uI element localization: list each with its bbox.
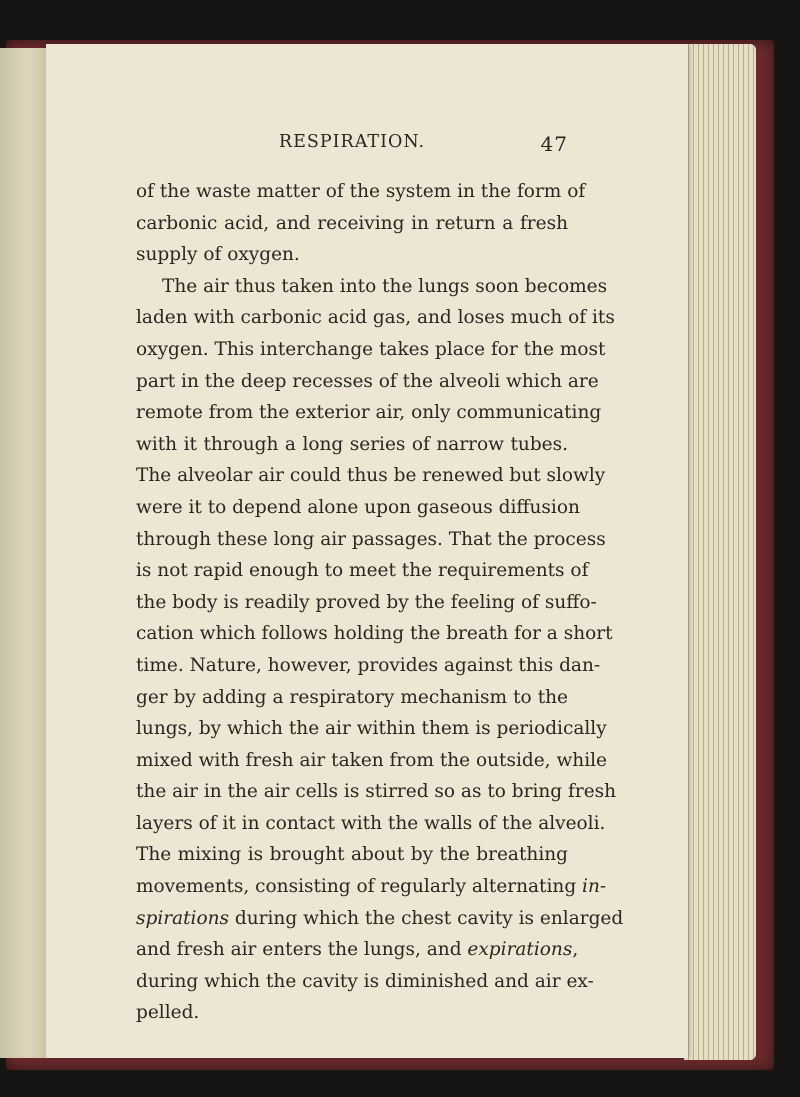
text-line xyxy=(136,997,568,1029)
text-segment: , xyxy=(572,939,579,961)
text-segment: through these long air passages. That the process xyxy=(136,528,606,550)
text-segment: The air thus taken into the lungs soon becomes xyxy=(162,275,608,297)
page-text-block xyxy=(136,132,624,1029)
text-line xyxy=(136,302,615,334)
text-segment: the air in the air cells is stirred so as to bring fresh xyxy=(136,781,617,803)
text-line xyxy=(136,397,602,429)
text-segment: part in the deep recesses of the alveoli which are xyxy=(136,370,599,392)
text-line xyxy=(136,618,613,650)
running-title: RESPIRATION. xyxy=(278,132,426,152)
text-line xyxy=(136,492,580,524)
page-number: 47 xyxy=(540,132,568,156)
text-segment: with it through a long series of narrow tubes. xyxy=(136,433,568,455)
text-segment: laden with carbonic acid gas, and loses much of its xyxy=(136,307,615,329)
text-line xyxy=(136,650,601,682)
text-segment: time. Nature, however, provides against this dan- xyxy=(136,654,601,676)
text-line xyxy=(136,208,568,240)
italic-term: expirations xyxy=(467,939,573,961)
text-line xyxy=(136,903,624,935)
text-line xyxy=(136,366,599,398)
text-segment: is not rapid enough to meet the requirements of xyxy=(136,560,589,582)
text-line xyxy=(136,808,606,840)
text-segment: carbonic acid, and receiving in return a fresh xyxy=(136,212,568,234)
text-segment: pelled. xyxy=(136,1002,200,1024)
italic-term: spirations xyxy=(136,907,230,929)
text-line xyxy=(136,587,597,619)
text-segment: layers of it in contact with the walls of the alveoli. xyxy=(136,812,606,834)
text-line xyxy=(136,555,589,587)
text-segment: during which the cavity is diminished and air ex- xyxy=(136,970,594,992)
text-line xyxy=(136,776,617,808)
text-segment: remote from the exterior air, only communicating xyxy=(136,402,602,424)
text-line xyxy=(136,524,606,556)
text-line xyxy=(136,839,568,871)
page-edges xyxy=(684,44,756,1060)
text-segment: supply of oxygen. xyxy=(136,244,300,266)
text-segment: ger by adding a respiratory mechanism to the xyxy=(136,686,568,708)
text-segment: oxygen. This interchange takes place for the most xyxy=(136,338,606,360)
text-line xyxy=(136,966,594,998)
body-paragraphs xyxy=(136,176,624,1029)
text-segment: movements, consisting of regularly alternating xyxy=(136,876,583,898)
text-line xyxy=(136,176,586,208)
facing-page-edge xyxy=(0,48,47,1058)
italic-term: in- xyxy=(582,876,607,898)
text-segment: were it to depend alone upon gaseous diffusion xyxy=(136,496,580,518)
text-line xyxy=(136,429,568,461)
text-segment: The mixing is brought about by the breathing xyxy=(136,844,568,866)
running-head xyxy=(136,132,568,162)
text-segment: lungs, by which the air within them is periodically xyxy=(136,718,607,740)
text-line xyxy=(136,934,579,966)
text-line xyxy=(136,334,606,366)
text-segment: The alveolar air could thus be renewed but slowly xyxy=(136,465,606,487)
text-segment: and fresh air enters the lungs, and xyxy=(136,939,468,961)
text-line xyxy=(136,745,607,777)
text-line xyxy=(136,871,607,903)
text-segment: cation which follows holding the breath for a short xyxy=(136,623,613,645)
text-line xyxy=(136,460,606,492)
text-segment: mixed with fresh air taken from the outside, while xyxy=(136,749,607,771)
text-line xyxy=(136,713,607,745)
text-line xyxy=(136,271,608,303)
text-segment: the body is readily proved by the feeling of suffo- xyxy=(136,591,597,613)
text-segment: of the waste matter of the system in the form of xyxy=(136,181,586,202)
text-segment: during which the chest cavity is enlarged xyxy=(229,907,624,929)
text-line xyxy=(136,239,568,271)
text-line xyxy=(136,682,568,714)
